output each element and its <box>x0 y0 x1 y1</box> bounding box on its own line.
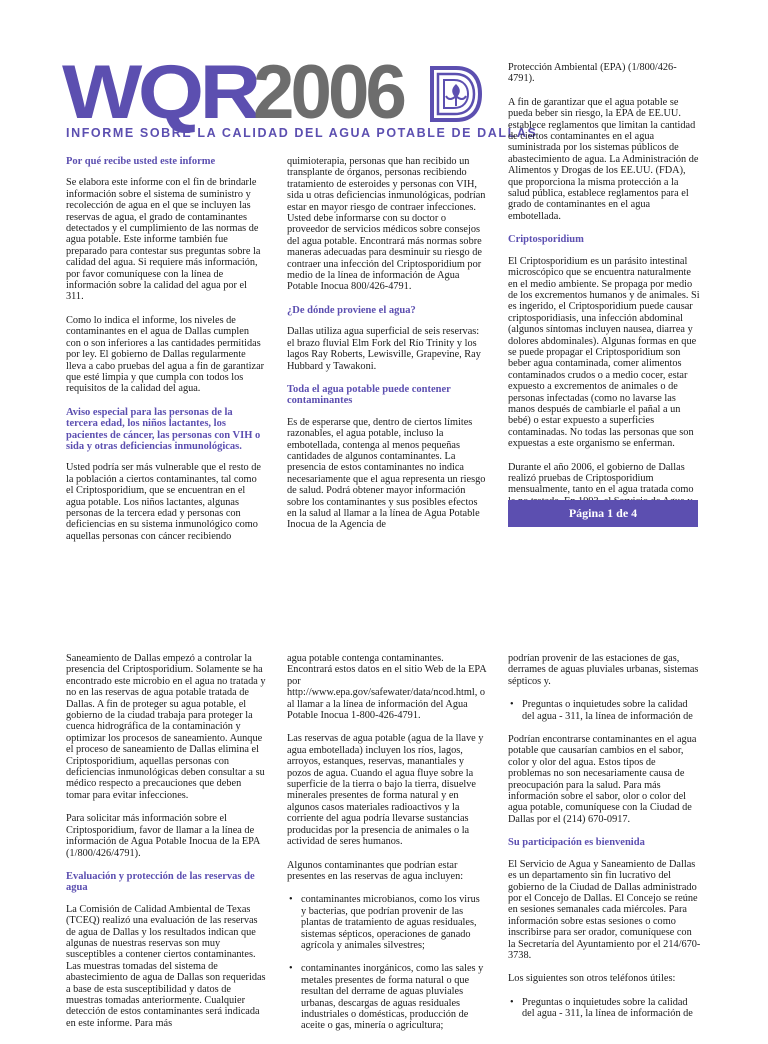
list-item: • Preguntas o inquietudes sobre la calidad del agua - 311, la línea de información de <box>522 997 701 1020</box>
logo-wqr: WQR <box>62 50 257 135</box>
paragraph: Podrían encontrarse contaminantes en el agua potable que causarían cambios en el sabor, color y olor del agua. Estos tipos de problemas no son necesariamente causa de preocupación para la salud. Para más información sobre el sabor, olor o color del agua potable, comuníquese con la Ciudad de Dallas por el (214) 670-0917. <box>508 734 697 825</box>
paragraph: La Comisión de Calidad Ambiental de Texas (TCEQ) realizó una evaluación de las reservas de agua de Dallas y los resultados indican que algunas de nuestras reservas son muy susceptibles a contener ciertos contaminantes. Las muestras tomadas del sistema de abastecimiento de agua de Dallas son requeridas a base de esta susceptibilidad y datos de muestras tomadas anteriormente. Cualquier detección de estos contaminantes será indicada en este informe. Para más <box>66 903 266 1029</box>
paragraph: Protección Ambiental (EPA) (1/800/426-4791). <box>508 62 677 85</box>
section-heading: Por qué recibe usted este informe <box>66 156 216 167</box>
paragraph: Dallas utiliza agua superficial de seis reservas: el brazo fluvial Elm Fork del Río Trinity y los lagos Ray Roberts, Lewisville, Grapevine, Ray Hubbard y Tawakoni. <box>287 326 481 372</box>
paragraph: Saneamiento de Dallas empezó a controlar la presencia del Criptosporidium. Solamente se ha encontrado este microbio en el agua no tratada y no en las reservas de agua potable tratada de Dallas. A fin de proteger su agua potable, el gobierno de la ciudad trabaja para proteger la cuenca hidrográfica de la contaminación y optimizar los procesos de saneamiento. Aunque el proceso de saneamiento de Dallas elimina el Criptosporidium, aquellas personas con deficiencias inmunológicas deben consultar a su médico respecto a precauciones que deben tomar para evitar infecciones. <box>66 653 266 801</box>
paragraph: Los siguientes son otros teléfonos útiles: <box>508 973 676 985</box>
paragraph: A fin de garantizar que el agua potable se pueda beber sin riesgo, la EPA de EE.UU. establece reglamentos que limitan la cantidad de ciertos contaminantes en el agua suministrada por los sistemas públicos de abastecimiento de agua. La Administración de Alimentos y Drogas de los EE.UU. (FDA), que proporciona la misma protección a la salud pública, establece reglamentos para el grado de contaminantes en el agua embotellada. <box>508 96 699 222</box>
paragraph: agua potable contenga contaminantes. Encontrará estos datos en el sitio Web de la EPA por http://www.epa.gov/safewater/data/ncod.html, o al llamar a la línea de información del Agua Potable Inocua 1-800-426-4791. <box>287 653 487 722</box>
section-heading: Aviso especial para las personas de la tercera edad, los niños lactantes, los pacientes de cáncer, las personas con VIH o sida y otras deficiencias inmunológicas. <box>66 406 261 452</box>
paragraph: El Servicio de Agua y Saneamiento de Dallas es un departamento sin fin lucrativo del gobierno de la Ciudad de Dallas administrado por el Concejo de Dallas. El Concejo se reúne en sesiones semanales cada miércoles. Para información sobre estas sesiones o como inscribirse para ser orador, comuníquese con la Secretaría del Ayuntamiento por el 214/670-3738. <box>508 858 701 961</box>
section-heading: Su participación es bienvenida <box>508 837 645 849</box>
page-indicator: Página 1 de 4 <box>508 500 698 527</box>
report-subtitle: INFORME SOBRE LA CALIDAD DEL AGUA POTABLE DE DALLAS <box>66 126 538 140</box>
contaminant-list <box>287 894 487 1031</box>
section-heading: Evaluación y protección de las reservas de agua <box>66 870 255 894</box>
paragraph: El Criptosporidium es un parásito intestinal microscópico que se encuentra naturalmente en el medio ambiente. Se propaga por medio de los excrementos humanos y de animales. Si es ingerido, el Criptosporidium puede causar criptosporidiasis, una infección abdominal (algunos síntomas incluyen nausea, diarrea y dolores abdominales). Algunas formas en que se puede propagar el Criptosporidium son beber agua contaminada, comer alimentos contaminados crudos o a medio cocer, estar expuesto a excrementos de animales o de personas infectadas (como no lavarse las manos después de cambiarle el pañal a un bebé) o estar expuesto a superficies contaminadas. No todas las personas que son expuestas a este organismo se enferman. <box>508 255 700 450</box>
list-item: • Preguntas o inquietudes sobre la calidad del agua - 311, la línea de información de <box>522 699 701 722</box>
list-item: • contaminantes inorgánicos, como las sales y metales presentes de forma natural o que resultan del derrame de aguas pluviales urbanas, descargas de aguas residuales industriales o domésticas, producción de aceite o gas, minería o agricultura; <box>301 963 487 1031</box>
list-item: • contaminantes microbianos, como los virus y bacterias, que podrían provenir de las plantas de tratamiento de aguas residuales, sistemas sépticos, operaciones de ganado agrícola y animales silvestres; <box>301 894 487 951</box>
section-heading: Criptosporidium <box>508 234 584 246</box>
phone-list <box>508 997 701 1020</box>
paragraph: quimioterapia, personas que han recibido un transplante de órganos, personas recibiendo tratamiento de esteroides y personas con VIH, sida u otras deficiencias inmunológicas, podrían estar en mayor riesgo de contraer infecciones. Usted debe informarse con su doctor o proveedor de servicios médicos sobre consejos del agua potable. Encontrará más normas sobre maneras adecuadas para desminuir su riesgo de contraer una infección del Criptosporidium por medio de la línea de información de Agua Potable Inocua 800/426-4791. <box>287 156 486 293</box>
column-5 <box>287 653 487 1044</box>
paragraph: Usted podría ser más vulnerable que el resto de la población a ciertos contaminantes, tal como el Criptosporidium, que se encuentran en el agua potable. Los niños lactantes, algunas personas de la tercera edad y personas con deficiencias en su sistema inmunológico como aquellas personas con cáncer recibiendo <box>66 462 262 542</box>
paragraph: podrían provenir de las estaciones de gas, derrames de aguas pluviales urbanas, sistemas sépticos y. <box>508 653 699 687</box>
contaminant-list <box>508 699 701 722</box>
column-6 <box>508 653 701 1032</box>
logo-year: 2006 <box>253 50 404 135</box>
column-1 <box>66 156 266 554</box>
section-heading: ¿De dónde proviene el agua? <box>287 304 416 316</box>
paragraph: Durante el año 2006, el gobierno de Dallas realizó pruebas de Criptosporidium mensualmente, tanto en el agua tratada como <box>508 461 694 496</box>
paragraph: Como lo indica el informe, los niveles de contaminantes en el agua de Dallas cumplen con o son inferiores a las cantidades permitidas por ley. El gobierno de Dallas regularmente lleva a cabo pruebas del agua a fin de garantizar que esté limpia y que cumpla con todos los requisitos de la calidad del agua. <box>66 314 265 395</box>
column-3 <box>508 62 701 519</box>
column-2 <box>287 156 487 543</box>
paragraph: Se elabora este informe con el fin de brindarle información sobre el sistema de suministro y recolección de agua en el que se incluyen las reservas de agua, el grado de contaminantes detectados y el cumplimiento de las normas de agua potable. Este informe también fue preparado para contestar sus preguntas sobre la calidad del agua. Si requiere más información, por favor comuníquese con la línea de información sobre la calidad del agua por el 311. <box>66 177 261 303</box>
paragraph: Algunos contaminantes que podrían estar presentes en las reservas de agua incluyen: <box>287 859 464 882</box>
column-4 <box>66 653 266 1041</box>
paragraph: Las reservas de agua potable (agua de la llave y agua embotellada) incluyen los ríos, lagos, arroyos, estanques, reservas, manantiales y pozos de agua. Cuando el agua fluye sobre la superficie de la tierra o bajo la tierra, disuelve minerales presentes de forma natural y en algunos casos materiales radioactivos y la corriente del agua podría llevarse sustancias producidas por la presencia de animales o la actividad de seres humanos. <box>287 733 484 848</box>
paragraph: Es de esperarse que, dentro de ciertos límites razonables, el agua potable, incluso la embotellada, contenga al menos pequeñas cantidades de algunos contaminantes. La presencia de estos contaminantes no indica necesariamente que el agua representa un riesgo de salud. Podrá obtener mayor información sobre los contaminantes y sus posibles efectos en la salud al llamar a la línea de Agua Potable Inocua de la Agencia de <box>287 416 486 531</box>
paragraph: Para solicitar más información sobre el Criptosporidium, favor de llamar a la línea de información de Agua Potable Inocua de la EPA (1/800/426/4791). <box>66 813 260 859</box>
section-heading: Toda el agua potable puede contener contaminantes <box>287 383 451 407</box>
dallas-d-icon <box>430 66 482 122</box>
